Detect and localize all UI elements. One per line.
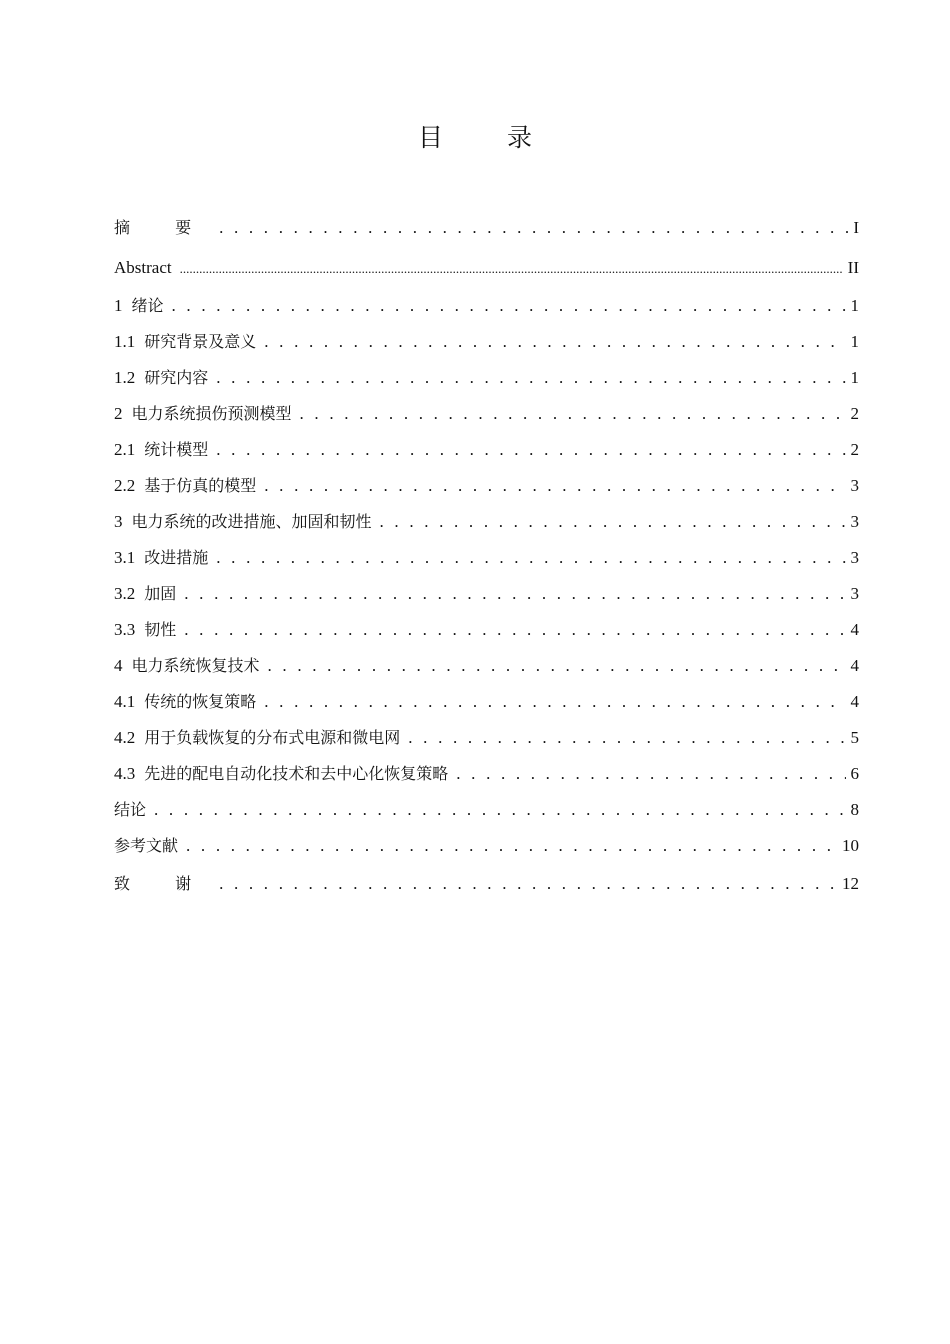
toc-entry-label: 统计模型 (144, 440, 209, 459)
toc-entry-page: 12 (842, 874, 859, 893)
toc-entry-page: 2 (850, 440, 859, 459)
toc-entry-label: 摘 要 (114, 218, 212, 237)
toc-leader-dots (172, 288, 846, 324)
toc-entry-label: 先进的配电自动化技术和去中心化恢复策略 (144, 764, 449, 783)
toc-entry-chapter-3[interactable] (114, 504, 859, 540)
toc-entry-references[interactable] (114, 828, 859, 864)
toc-entry-section-2-1[interactable] (114, 432, 859, 468)
toc-entry-page: 10 (842, 836, 859, 855)
toc-entry-number: 1 (114, 296, 123, 315)
toc-entry-label: 电力系统损伤预测模型 (131, 404, 292, 423)
toc-leader-dots (180, 249, 843, 289)
toc-entry-label: 用于负载恢复的分布式电源和微电网 (144, 728, 401, 747)
toc-entry-acknowledgements[interactable] (114, 864, 859, 904)
toc-entry-page: 1 (850, 332, 859, 351)
toc-entry-page: 3 (850, 584, 859, 603)
toc-entry-label: 电力系统恢复技术 (131, 656, 260, 675)
toc-entry-section-1-2[interactable] (114, 360, 859, 396)
toc-leader-dots (380, 504, 846, 540)
toc-entry-number: 4 (114, 656, 123, 675)
toc-entry-number: 1.1 (114, 332, 136, 351)
toc-leader-dots (456, 756, 845, 792)
toc-entry-page: I (853, 218, 859, 237)
toc-entry-page: II (847, 258, 859, 277)
toc-entry-page: 3 (850, 512, 859, 531)
toc-entry-number: 4.2 (114, 728, 136, 747)
toc-entry-abstract-cn[interactable] (114, 208, 859, 248)
toc-leader-dots (219, 864, 837, 904)
toc-entry-label: Abstract (114, 258, 172, 277)
toc-entry-number: 1.2 (114, 368, 136, 387)
toc-entry-label: 绪论 (131, 296, 164, 315)
toc-entry-number: 4.1 (114, 692, 136, 711)
toc-entry-chapter-4[interactable] (114, 648, 859, 684)
toc-entry-number: 3.3 (114, 620, 136, 639)
toc-entry-number: 4.3 (114, 764, 136, 783)
toc-entry-label: 韧性 (144, 620, 177, 639)
toc-leader-dots (186, 828, 837, 864)
toc-entry-number: 3 (114, 512, 123, 531)
toc-entry-number: 3.2 (114, 584, 136, 603)
toc-leader-dots (216, 432, 845, 468)
toc-leader-dots (408, 720, 845, 756)
toc-entry-label: 致 谢 (114, 874, 212, 893)
toc-leader-dots (216, 540, 845, 576)
toc-entry-section-4-1[interactable] (114, 684, 859, 720)
toc-entry-label: 研究背景及意义 (144, 332, 257, 351)
toc-entry-section-3-2[interactable] (114, 576, 859, 612)
toc-entry-number: 2 (114, 404, 123, 423)
toc-entry-page: 4 (850, 620, 859, 639)
toc-entry-label: 参考文献 (114, 836, 179, 855)
toc-entry-section-4-2[interactable] (114, 720, 859, 756)
toc-entry-section-4-3[interactable] (114, 756, 859, 792)
toc-entry-page: 4 (850, 656, 859, 675)
toc-entry-number: 2.1 (114, 440, 136, 459)
toc-entry-label: 电力系统的改进措施、加固和韧性 (131, 512, 372, 531)
toc-entry-label: 改进措施 (144, 548, 209, 567)
toc-entry-section-3-3[interactable] (114, 612, 859, 648)
toc-entry-abstract-en[interactable] (114, 248, 859, 288)
toc-leader-dots (184, 576, 845, 612)
toc-entry-chapter-2[interactable] (114, 396, 859, 432)
toc-entry-page: 6 (850, 764, 859, 783)
toc-entry-label: 加固 (144, 584, 177, 603)
toc-leader-dots (219, 208, 848, 248)
toc-leader-dots (268, 648, 846, 684)
toc-entry-page: 1 (850, 368, 859, 387)
toc-entry-page: 4 (850, 692, 859, 711)
toc-leader-dots (264, 468, 845, 504)
toc-leader-dots (154, 792, 845, 828)
toc-entry-number: 3.1 (114, 548, 136, 567)
toc-entry-section-2-2[interactable] (114, 468, 859, 504)
toc-leader-dots (264, 684, 845, 720)
toc-entry-section-1-1[interactable] (114, 324, 859, 360)
toc-leader-dots (264, 324, 845, 360)
toc-entry-page: 2 (850, 404, 859, 423)
toc-leader-dots (184, 612, 845, 648)
toc-entry-chapter-1[interactable] (114, 288, 859, 324)
toc-entry-page: 8 (850, 800, 859, 819)
toc-entry-label: 结论 (114, 800, 147, 819)
toc-entry-page: 5 (850, 728, 859, 747)
toc-entry-page: 1 (850, 296, 859, 315)
toc-entry-page: 3 (850, 548, 859, 567)
toc-entry-section-3-1[interactable] (114, 540, 859, 576)
table-of-contents (114, 208, 859, 904)
toc-leader-dots (300, 396, 846, 432)
toc-leader-dots (216, 360, 845, 396)
toc-entry-number: 2.2 (114, 476, 136, 495)
toc-entry-label: 基于仿真的模型 (144, 476, 257, 495)
toc-entry-page: 3 (850, 476, 859, 495)
toc-entry-label: 传统的恢复策略 (144, 692, 257, 711)
toc-entry-conclusion[interactable] (114, 792, 859, 828)
toc-title: 目 录 (418, 123, 560, 152)
toc-entry-label: 研究内容 (144, 368, 209, 387)
